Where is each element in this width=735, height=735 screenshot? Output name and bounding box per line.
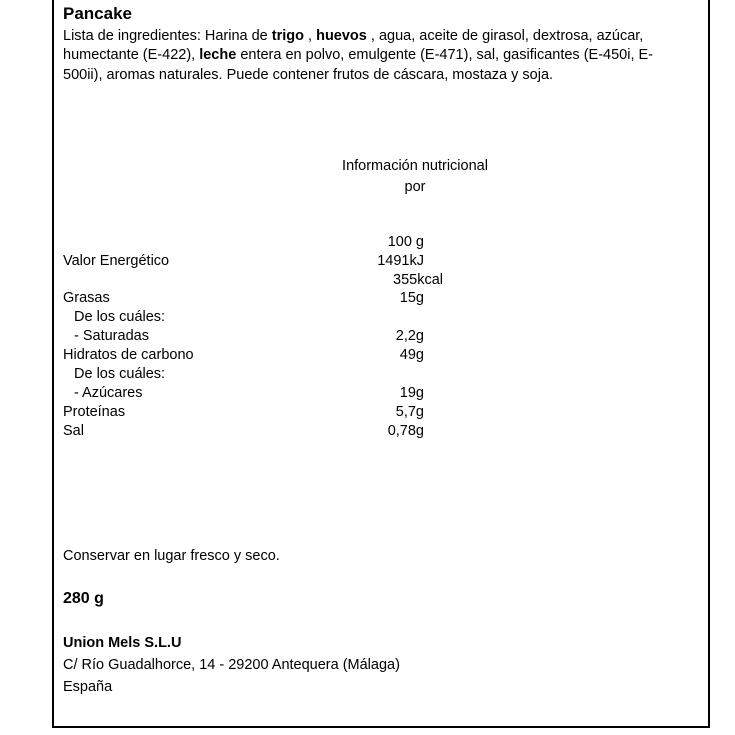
nutrition-header: Información nutricional: [342, 158, 488, 174]
storage-instructions: Conservar en lugar fresco y seco.: [63, 548, 280, 564]
nutrition-row-label: Sal: [63, 423, 84, 439]
ingredients-text-1: Lista de ingredientes: Harina de: [63, 28, 272, 44]
allergen-milk: leche: [199, 47, 237, 64]
nutrition-row-label: De los cuáles:: [74, 366, 166, 382]
nutrition-per-amount: 100 g: [387, 234, 424, 250]
nutrition-row-value: 0,78g: [387, 423, 424, 439]
nutrition-row-value: 49g: [399, 347, 424, 363]
nutrition-row-label: Proteínas: [63, 404, 126, 420]
ingredients-list: [63, 27, 653, 85]
nutrition-row-label: De los cuáles:: [74, 309, 166, 325]
allergen-eggs: huevos: [316, 28, 367, 44]
nutrition-row-label: Hidratos de carbono: [63, 347, 194, 363]
nutrition-row-label: - Saturadas: [74, 328, 149, 344]
allergen-wheat: trigo: [271, 28, 304, 44]
nutrition-row-label: - Azúcares: [74, 385, 143, 401]
net-weight: 280 g: [63, 590, 104, 607]
nutrition-row-label: Valor Energético: [63, 253, 170, 269]
company-address: C/ Río Guadalhorce, 14 - 29200 Antequera (Málaga): [63, 657, 400, 673]
nutrition-row-value: 5,7g: [395, 404, 424, 420]
nutrition-row-value: 19g: [399, 385, 424, 401]
nutrition-row-value: 1491kJ: [377, 253, 424, 269]
nutrition-row-label: Grasas: [63, 290, 110, 306]
nutrition-header-per: por: [404, 179, 426, 195]
company-name: Union Mels S.L.U: [63, 635, 182, 651]
ingredients-text-4: entera en polvo, emulgente (E-471), sal, gasificantes (E-450i, E-500ii), aromas naturales. Puede contener frutos de cáscara, mostaza y soja.: [63, 47, 654, 83]
ingredients-text-3: , agua, aceite de girasol, dextrosa, azúcar, humectante (E-422),: [63, 28, 644, 64]
nutrition-row-value: 15g: [399, 290, 424, 306]
nutrition-row-value: 355kcal: [393, 272, 443, 288]
company-country: España: [63, 679, 113, 695]
label-frame: [52, 0, 710, 728]
ingredients-text-2: ,: [304, 28, 317, 44]
nutrition-row-value: 2,2g: [395, 328, 424, 344]
product-title: Pancake: [63, 4, 132, 23]
